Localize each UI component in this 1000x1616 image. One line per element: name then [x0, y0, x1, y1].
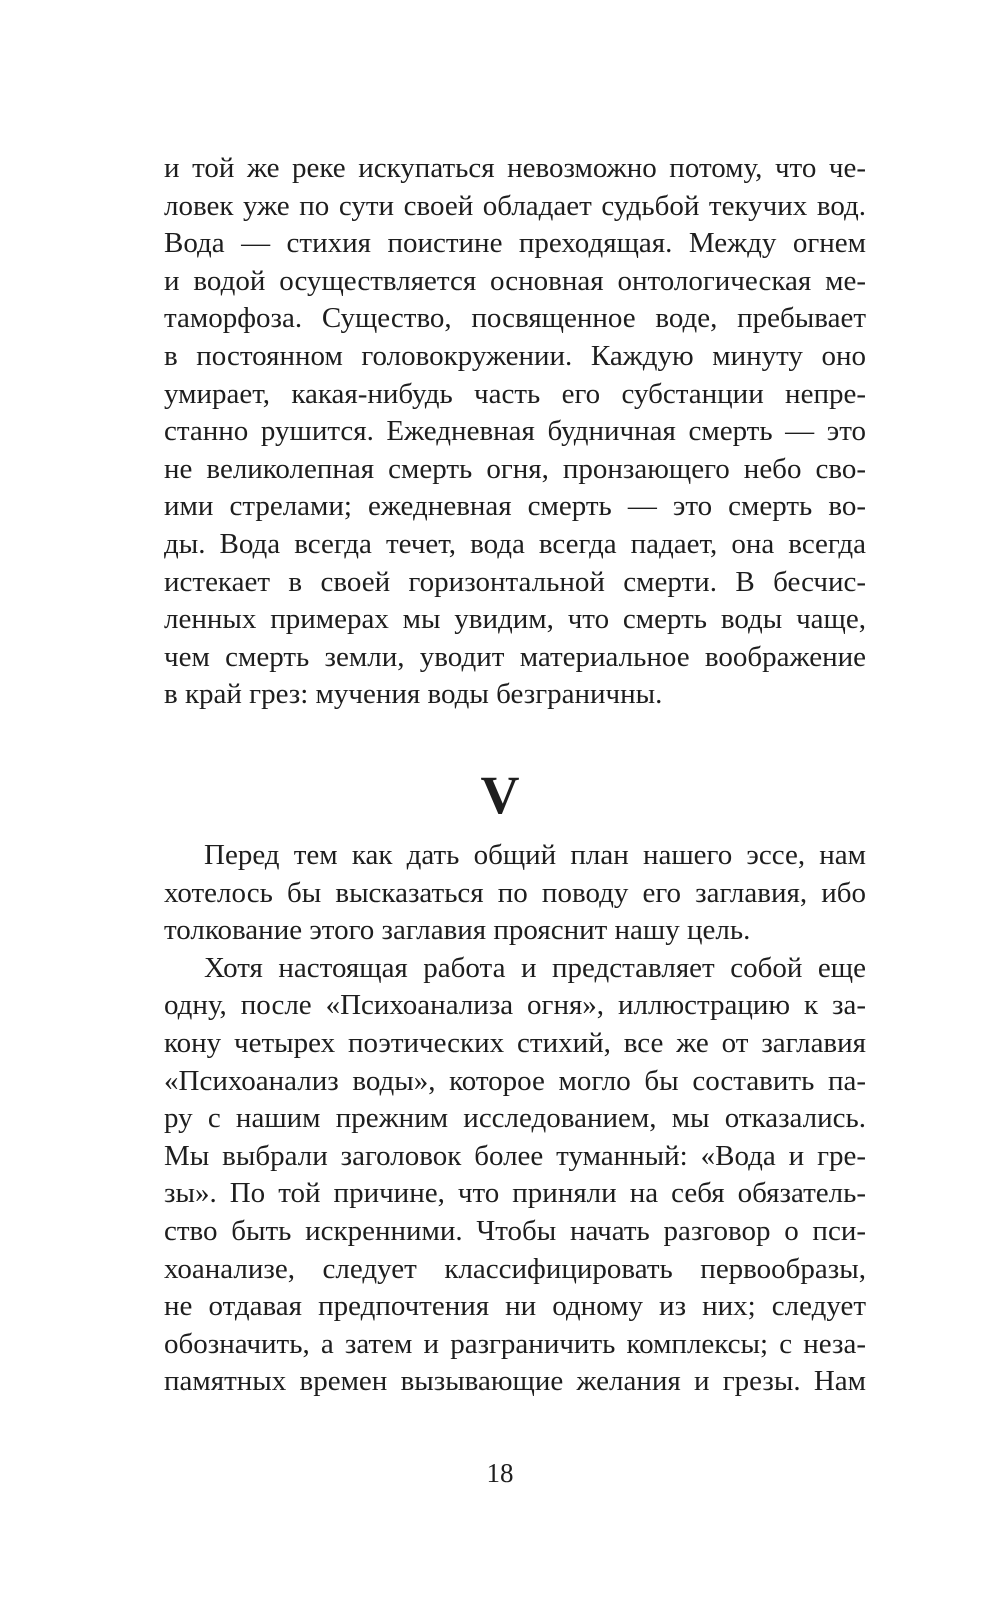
section-heading: V [480, 765, 520, 825]
text-line: одну, после «Психоанализа огня», иллюстрацию к за- [164, 989, 866, 1022]
text-line: толкование этого заглавия прояснит нашу цель. [164, 914, 751, 947]
text-line: зы». По той причине, что приняли на себя обязатель- [164, 1177, 866, 1210]
text-line: в постоянном головокружении. Каждую минуту оно [164, 339, 866, 372]
text-line: Перед тем как дать общий план нашего эссе, нам [204, 839, 866, 871]
text-line: умирает, какая-нибудь часть его субстанции непре- [164, 377, 866, 410]
text-line: и водой осуществляется основная онтологическая ме- [164, 264, 866, 297]
text-line: Вода — стихия поистине преходящая. Между огнем [164, 227, 866, 260]
text-line: кону четырех поэтических стихий, все же от заглавия [164, 1026, 866, 1059]
page-number: 18 [486, 1458, 514, 1488]
text-line: «Психоанализ воды», которое могло бы составить па- [164, 1064, 866, 1097]
text-line: Мы выбрали заголовок более туманный: «Вода и гре- [164, 1139, 866, 1172]
text-line: хоанализе, следует классифицировать первообразы, [164, 1252, 866, 1285]
text-line: ими стрелами; ежедневная смерть — это смерть во- [164, 490, 866, 523]
text-line: Хотя настоящая работа и представляет собой еще [204, 951, 866, 984]
text-line: ру с нашим прежним исследованием, мы отказались. [164, 1102, 866, 1135]
text-line: ство быть искренними. Чтобы начать разговор о пси- [164, 1214, 866, 1247]
text-line: памятных времен вызывающие желания и грезы. Нам [164, 1365, 866, 1398]
text-line: и той же реке искупаться невозможно потому, что че- [164, 152, 866, 184]
text-line: таморфоза. Существо, посвященное воде, пребывает [164, 302, 866, 335]
text-line: хотелось бы высказаться по поводу его заглавия, ибо [164, 876, 866, 909]
text-line: станно рушится. Ежедневная будничная смерть — это [164, 415, 866, 448]
text-line: истекает в своей горизонтальной смерти. В бесчис- [164, 565, 866, 598]
text-line: в край грез: мучения воды безграничны. [164, 678, 663, 711]
body-paragraphs [164, 837, 866, 1401]
text-line: ленных примерах мы увидим, что смерть воды чаще, [164, 603, 866, 636]
text-line: не великолепная смерть огня, пронзающего небо сво- [164, 452, 866, 485]
text-line: ловек уже по сути своей обладает судьбой текучих вод. [164, 189, 866, 222]
text-line: обозначить, а затем и разграничить комплексы; с неза- [164, 1327, 866, 1360]
text-line: чем смерть земли, уводит материальное воображение [164, 640, 866, 673]
text-line: ды. Вода всегда течет, вода всегда падает, она всегда [164, 527, 866, 560]
text-line: не отдавая предпочтения ни одному из них; следует [164, 1290, 866, 1323]
top-paragraph [164, 150, 866, 714]
